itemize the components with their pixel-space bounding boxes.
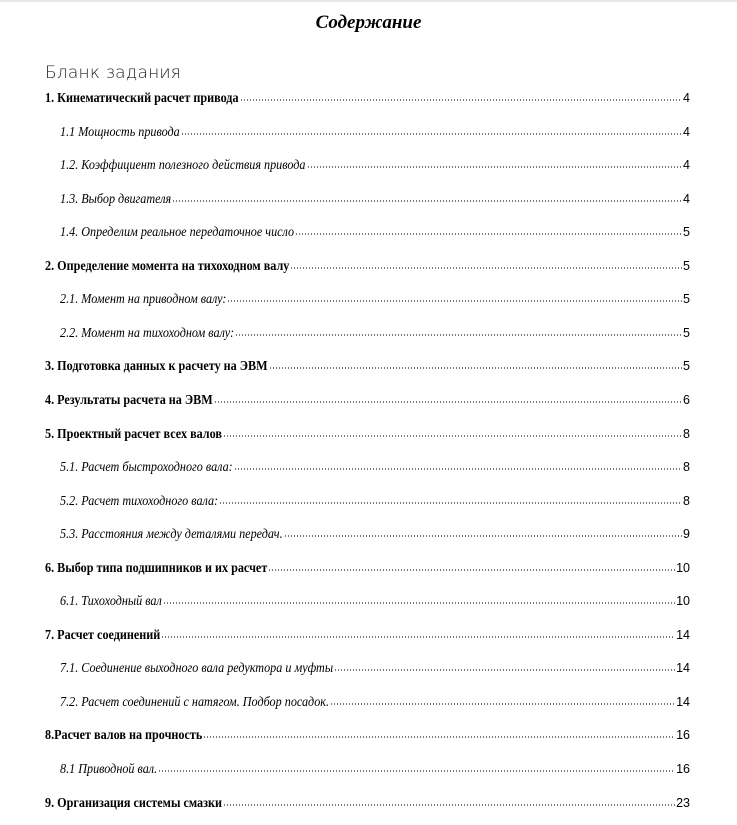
toc-entry-page: 5 <box>683 325 690 340</box>
toc-entry[interactable] <box>60 761 690 781</box>
toc-entry-page: 14 <box>676 627 690 642</box>
dot-leader <box>172 200 682 202</box>
toc-entry-page: 5 <box>683 258 690 273</box>
toc-entry[interactable] <box>60 124 690 144</box>
dot-leader <box>181 133 682 135</box>
toc-entry-label: 6. Выбор типа подшипников и их расчет <box>45 559 268 575</box>
toc-entry-label: 1. Кинематический расчет привода <box>45 90 239 105</box>
toc-entry-label: 4. Результаты расчета на ЭВМ <box>45 391 213 407</box>
toc-entry-label: 1.4. Определим реальное передаточное число <box>60 224 295 240</box>
dot-leader <box>290 267 682 269</box>
dot-leader <box>307 166 683 168</box>
page-title: Содержание <box>315 12 422 33</box>
toc-entry-page: 8 <box>683 460 690 475</box>
toc-entry[interactable] <box>45 727 690 747</box>
toc-entry[interactable] <box>45 560 690 580</box>
dot-leader <box>161 636 675 638</box>
toc-entry[interactable] <box>60 291 690 311</box>
toc-entry[interactable] <box>60 325 690 345</box>
dot-leader <box>158 770 675 772</box>
toc-entry[interactable] <box>60 526 690 546</box>
toc-entry-page: 5 <box>683 225 690 240</box>
toc-entry-page: 5 <box>683 359 690 374</box>
toc-entry-page: 16 <box>676 728 690 743</box>
toc-entry-page: 16 <box>676 762 690 776</box>
toc-entry-label: 8.1 Приводной вал. <box>60 761 158 776</box>
toc-entry-label: 6.1. Тихоходный вал <box>60 593 162 609</box>
toc-entry-label: 1.2. Коэффициент полезного действия привода <box>60 157 306 173</box>
toc-entry-page: 10 <box>676 560 690 575</box>
blank-heading: Бланк задания <box>45 63 182 83</box>
dot-leader <box>295 233 682 235</box>
toc-entry[interactable] <box>60 593 690 613</box>
toc-entry-label: 5. Проектный расчет всех валов <box>45 425 222 441</box>
toc-entry-page: 8 <box>683 426 690 441</box>
dot-leader <box>240 99 683 101</box>
toc-entry-page: 14 <box>676 661 690 676</box>
toc-entry-label: 5.2. Расчет тихоходного вала: <box>60 492 219 508</box>
toc-entry[interactable] <box>45 358 690 378</box>
toc-entry-page: 8 <box>683 493 690 508</box>
toc-entry-label: 2.1. Момент на приводном валу: <box>60 291 227 307</box>
dot-leader <box>223 804 675 806</box>
dot-leader <box>223 435 682 437</box>
toc-entry-label: 5.3. Расстояния между деталями передач. <box>60 526 283 542</box>
dot-leader <box>284 535 682 537</box>
toc-entry-page: 4 <box>683 124 690 139</box>
toc-entry-page: 4 <box>683 158 690 173</box>
toc-entry-label: 2. Определение момента на тихоходном валу <box>45 257 290 273</box>
dot-leader <box>330 703 675 705</box>
dot-leader <box>268 569 675 571</box>
toc-entry-label: 1.1 Мощность привода <box>60 123 180 139</box>
dot-leader <box>203 736 675 738</box>
toc-entry-label: 8.Расчет валов на прочность <box>45 727 203 743</box>
toc-entry[interactable] <box>45 795 690 815</box>
dot-leader <box>269 367 682 369</box>
toc-entry-page: 5 <box>683 292 690 307</box>
toc-entry-page: 6 <box>683 392 690 407</box>
toc-entry-page: 23 <box>676 795 690 810</box>
toc-entry[interactable] <box>60 694 690 714</box>
toc-entry-label: 5.1. Расчет быстроходного вала: <box>60 459 233 475</box>
toc-entry-label: 9. Организация системы смазки <box>45 794 223 810</box>
toc-entry[interactable] <box>60 493 690 513</box>
toc-entry[interactable] <box>60 191 690 211</box>
toc-entry-label: 7.1. Соединение выходного вала редуктора и муфты <box>60 660 334 676</box>
toc-entry-label: 3. Подготовка данных к расчету на ЭВМ <box>45 358 268 374</box>
dot-leader <box>214 401 682 403</box>
dot-leader <box>334 669 675 671</box>
toc-entry[interactable] <box>60 224 690 244</box>
toc-entry-page: 4 <box>683 191 690 206</box>
toc-entry[interactable] <box>45 426 690 446</box>
toc-entry-page: 9 <box>683 527 690 542</box>
page-top-border <box>0 0 737 2</box>
dot-leader <box>227 300 682 302</box>
toc-entry[interactable] <box>60 660 690 680</box>
toc-entry[interactable] <box>45 258 690 278</box>
toc-entry-page: 10 <box>676 594 690 609</box>
toc-entry-label: 7. Расчет соединений <box>45 626 161 642</box>
toc-entry-label: 7.2. Расчет соединений с натягом. Подбор посадок. <box>60 693 329 709</box>
toc-entry[interactable] <box>60 157 690 177</box>
toc-entry[interactable] <box>45 627 690 647</box>
dot-leader <box>163 602 675 604</box>
toc-entry[interactable] <box>45 392 690 412</box>
toc-entry-label: 1.3. Выбор двигателя <box>60 190 172 206</box>
dot-leader <box>235 334 682 336</box>
toc-entry-page: 14 <box>676 694 690 709</box>
toc-entry[interactable] <box>60 459 690 479</box>
dot-leader <box>219 502 682 504</box>
dot-leader <box>234 468 682 470</box>
toc-entry-label: 2.2. Момент на тихоходном валу: <box>60 324 234 340</box>
toc-entry[interactable] <box>45 90 690 110</box>
toc-entry-page: 4 <box>683 91 690 105</box>
